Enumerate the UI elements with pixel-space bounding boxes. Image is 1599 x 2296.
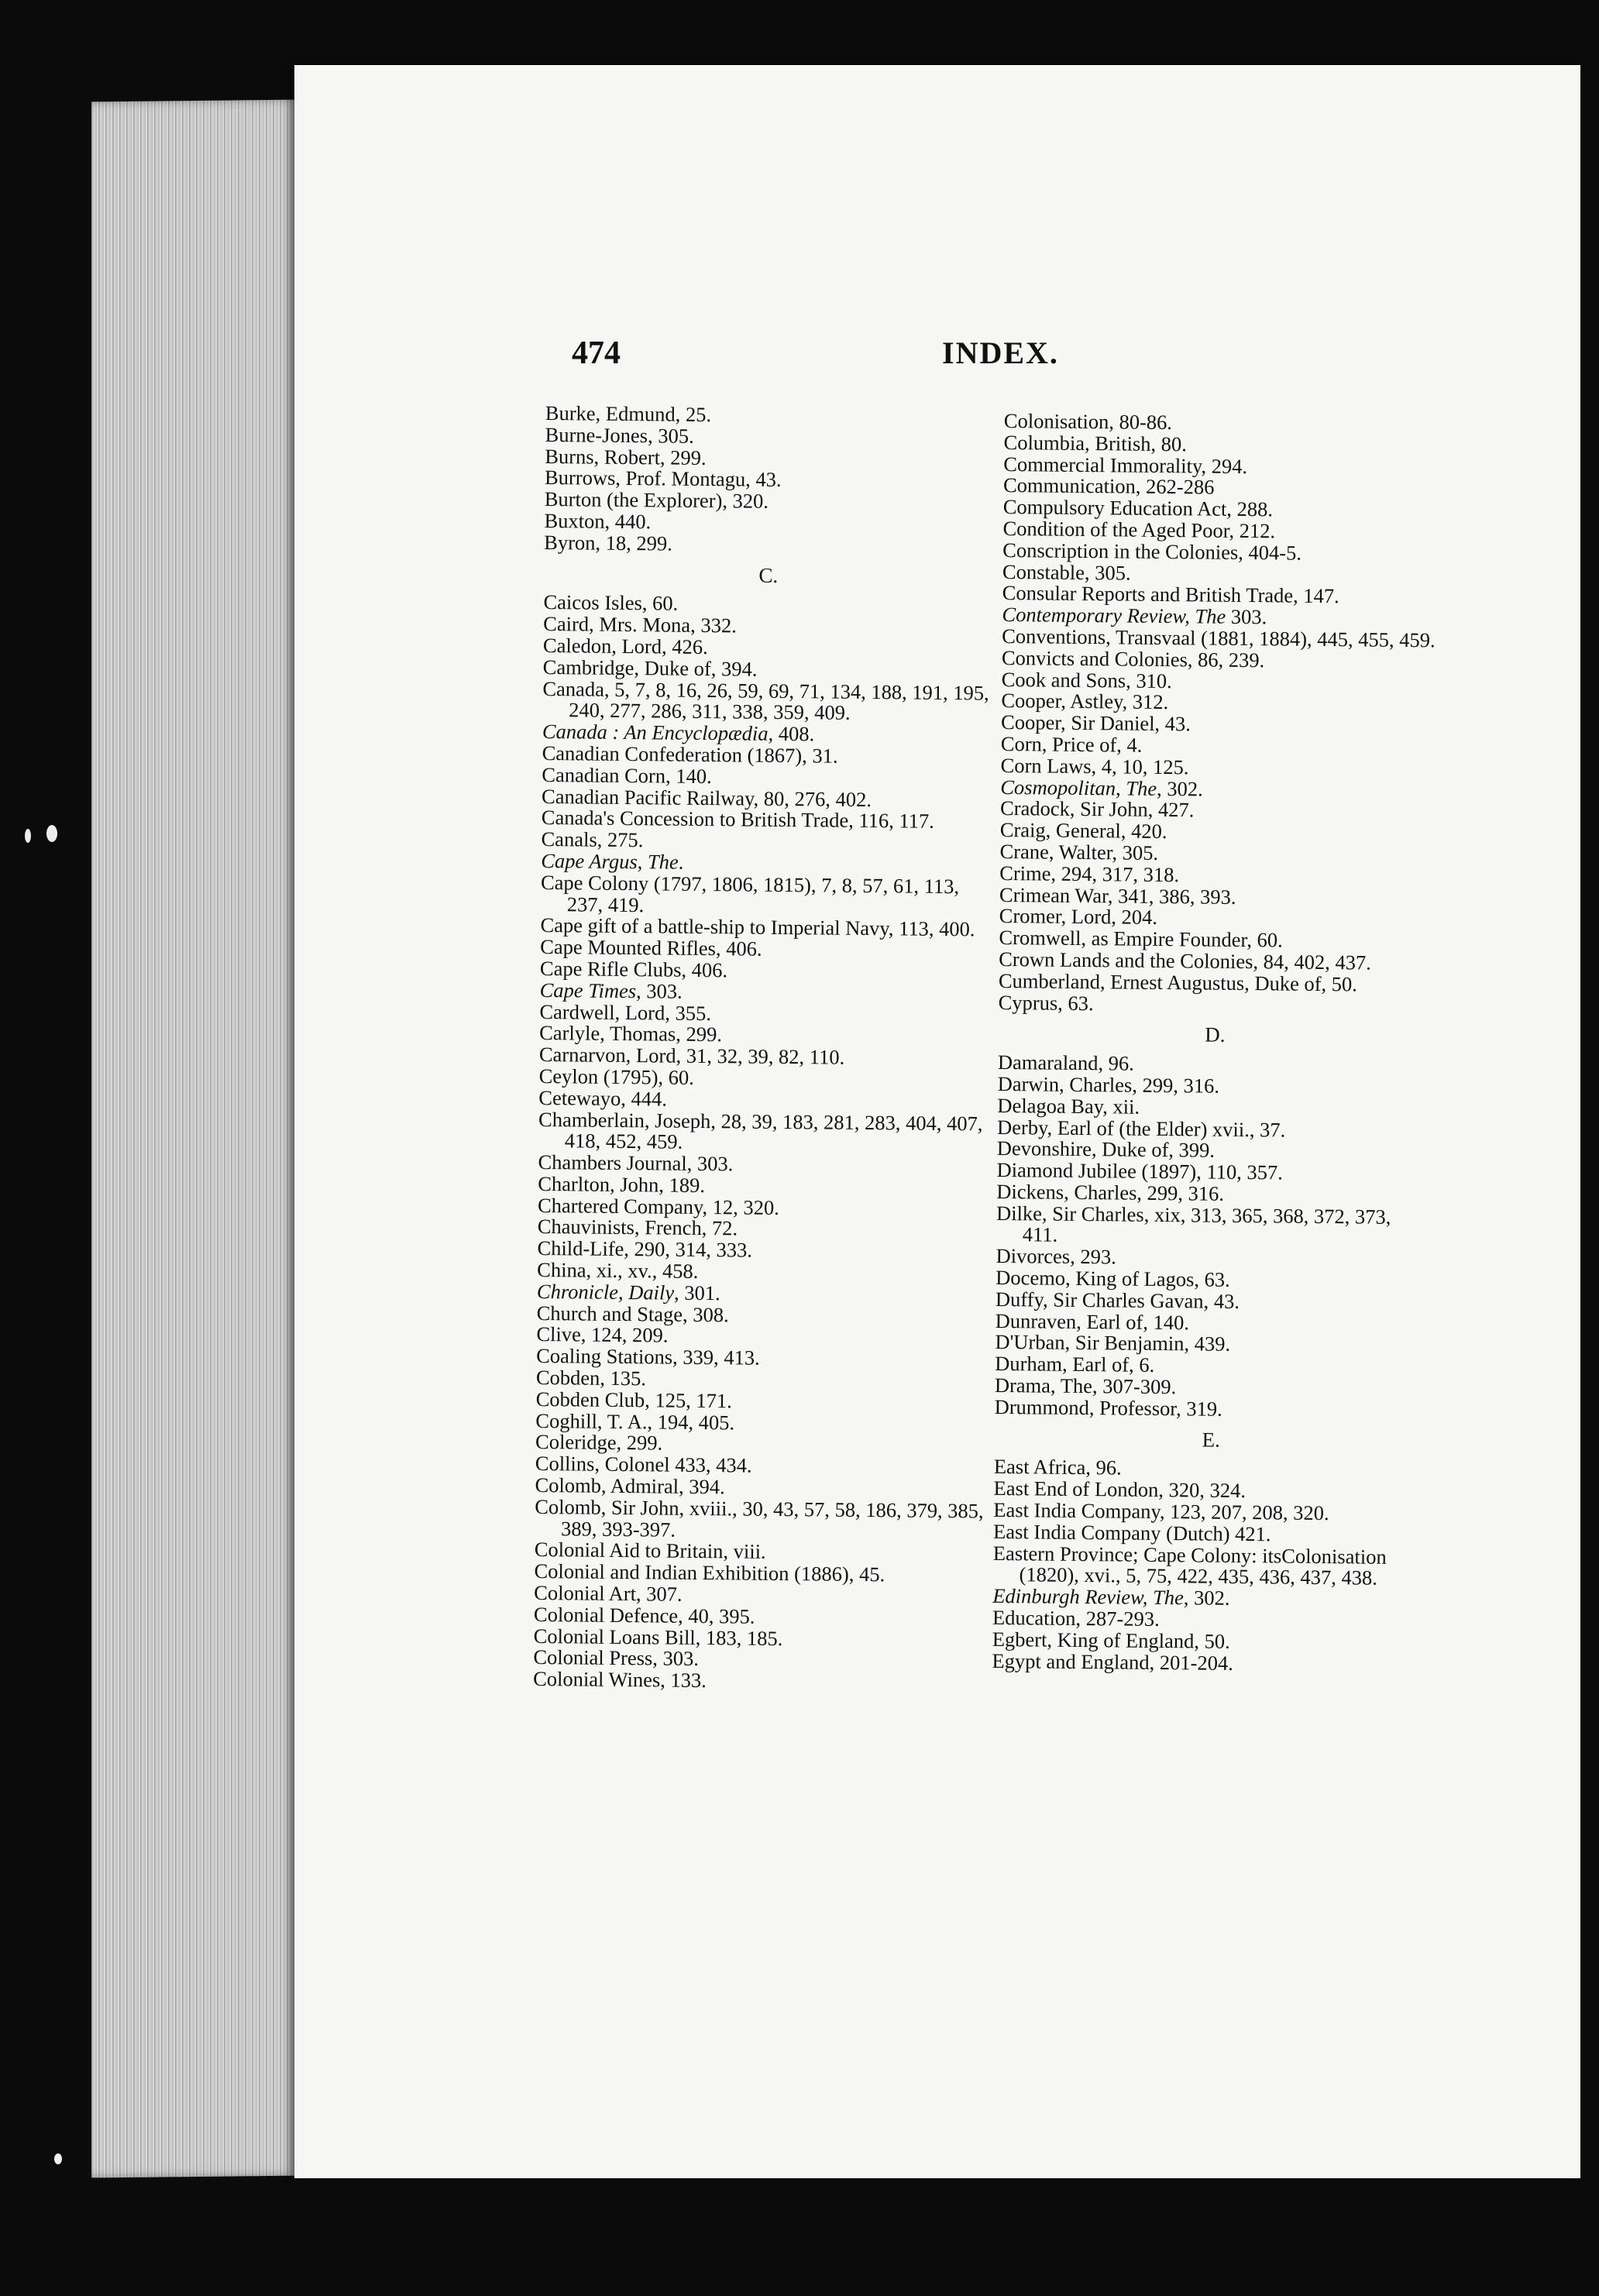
entry-text: Cook and Sons, 310.: [1001, 667, 1172, 693]
entry-text: Burns, Robert, 299.: [545, 444, 707, 469]
entry-text: Egbert, King of England, 50.: [992, 1627, 1230, 1653]
entry-text: Duffy, Sir Charles Gavan, 43.: [995, 1287, 1240, 1313]
entry-text: Cobden, 135.: [535, 1366, 647, 1390]
entry-text: Crown Lands and the Colonies, 84, 402, 437.: [999, 947, 1371, 974]
entry-text: D'Urban, Sir Benjamin, 439.: [995, 1330, 1231, 1356]
index-entry: [544, 532, 993, 558]
entry-text: Chambers Journal, 303.: [538, 1150, 734, 1176]
index-column-left: [533, 403, 995, 1695]
entry-text: Collins, Colonel 433, 434.: [535, 1452, 752, 1477]
entry-text: , 408.: [768, 721, 815, 746]
index-entry: [542, 676, 992, 726]
entry-text: Education, 287-293.: [992, 1605, 1160, 1631]
entry-italic-title: Contemporary Review, The: [1002, 603, 1226, 628]
index-entry: [538, 1108, 989, 1156]
entry-text: Canadian Pacific Railway, 80, 276, 402.: [541, 784, 872, 811]
entry-text: Church and Stage, 308.: [536, 1301, 729, 1326]
index-column-right: [992, 411, 1438, 1676]
entry-text: Byron, 18, 299.: [544, 530, 673, 555]
entry-text: Drama, The, 307-309.: [994, 1373, 1177, 1399]
entry-text: , 302.: [1156, 776, 1203, 801]
entry-text: Colonial Wines, 133.: [533, 1667, 707, 1693]
entry-text: East End of London, 320, 324.: [993, 1476, 1247, 1503]
entry-text: Cambridge, Duke of, 394.: [542, 655, 758, 681]
entry-text: Colomb, Admiral, 394.: [535, 1473, 725, 1499]
entry-text: Dickens, Charles, 299, 316.: [996, 1179, 1225, 1205]
entry-text: Durham, Earl of, 6.: [995, 1352, 1155, 1377]
entry-text: Corn, Price of, 4.: [1000, 731, 1143, 757]
index-entry: [999, 992, 1432, 1017]
entry-text: Chamberlain, Joseph, 28, 39, 183, 281, 283, 404, 407, 418, 452, 459.: [538, 1107, 983, 1154]
entry-text: Craig, General, 420.: [999, 818, 1167, 844]
entry-text: Commercial Immorality, 294.: [1003, 452, 1248, 478]
entry-text: Colonial Defence, 40, 395.: [533, 1602, 755, 1628]
entry-text: Conventions, Transvaal (1881, 1884), 445, 455, 459.: [1002, 624, 1436, 652]
entry-italic-title: Chronicle, Daily: [536, 1279, 675, 1304]
entry-italic-title: Edinburgh Review, The: [992, 1584, 1185, 1610]
entry-text: Cape Mounted Rifles, 406.: [540, 935, 762, 961]
entry-text: Colonial Loans Bill, 183, 185.: [533, 1624, 783, 1650]
entry-text: Cardwell, Lord, 355.: [539, 999, 712, 1025]
entry-text: East India Company (Dutch) 421.: [992, 1519, 1271, 1546]
entry-text: Clive, 124, 209.: [536, 1322, 669, 1348]
dust-speck: [25, 829, 31, 843]
entry-text: Dilke, Sir Charles, xix, 313, 365, 368, 372, 373, 411.: [996, 1201, 1391, 1247]
entry-text: Crimean War, 341, 386, 393.: [999, 882, 1236, 909]
entry-text: Carnarvon, Lord, 31, 32, 39, 82, 110.: [538, 1043, 845, 1069]
entry-text: Cyprus, 63.: [998, 990, 1094, 1015]
entry-italic-title: Cape Argus, The: [541, 848, 679, 874]
entry-text: Caird, Mrs. Mona, 332.: [543, 612, 737, 638]
entry-text: Columbia, British, 80.: [1003, 430, 1188, 456]
entry-text: Chartered Company, 12, 320.: [537, 1193, 780, 1219]
entry-text: Buxton, 440.: [544, 508, 652, 534]
entry-text: Child-Life, 290, 314, 333.: [537, 1236, 753, 1262]
entry-text: Carlyle, Thomas, 299.: [539, 1021, 723, 1047]
entry-text: Cradock, Sir John, 427.: [999, 796, 1195, 822]
entry-text: Docemo, King of Lagos, 63.: [996, 1266, 1230, 1291]
entry-text: Ceylon (1795), 60.: [538, 1064, 694, 1089]
entry-text: Derby, Earl of (the Elder) xvii., 37.: [996, 1115, 1286, 1142]
dust-speck: [54, 2153, 62, 2164]
entry-text: Cape gift of a battle-ship to Imperial Navy, 113, 400.: [540, 913, 975, 941]
entry-text: Coleridge, 299.: [535, 1430, 663, 1455]
index-entry: [996, 1203, 1431, 1250]
entry-text: , 303.: [635, 978, 683, 1003]
entry-text: Canada, 5, 7, 8, 16, 26, 59, 69, 71, 134, 188, 191, 195, 240, 277, 286, 311, 338, 359, 409.: [542, 676, 989, 725]
entry-text: Darwin, Charles, 299, 316.: [997, 1071, 1220, 1098]
entry-text: , 301.: [673, 1280, 720, 1305]
index-entry: [992, 1543, 1427, 1590]
running-head: INDEX.: [942, 335, 1059, 370]
entry-text: Burke, Edmund, 25.: [545, 401, 712, 427]
entry-text: Canals, 275.: [541, 827, 644, 852]
entry-text: Crime, 294, 317, 318.: [999, 861, 1180, 886]
entry-text: Canadian Corn, 140.: [542, 762, 712, 788]
entry-text: Coaling Stations, 339, 413.: [536, 1344, 760, 1370]
index-entry: [994, 1394, 1429, 1422]
entry-text: Devonshire, Duke of, 399.: [996, 1136, 1216, 1162]
entry-text: Cobden Club, 125, 171.: [535, 1387, 733, 1413]
index-entry: [535, 1494, 985, 1544]
entry-text: Charlton, John, 189.: [538, 1171, 706, 1197]
entry-text: Drummond, Professor, 319.: [994, 1394, 1222, 1421]
entry-text: Eastern Province; Cape Colony: itsColonisation (1820), xvi., 5, 75, 422, 435, 436, 437, 438.: [992, 1541, 1387, 1590]
entry-text: Colonial Aid to Britain, viii.: [534, 1538, 766, 1564]
index-entry: [541, 872, 991, 919]
book-fore-edge: [91, 100, 301, 2178]
entry-text: Colonisation, 80-86.: [1003, 409, 1173, 435]
entry-text: Crane, Walter, 305.: [999, 839, 1159, 864]
entry-text: Burrows, Prof. Montagu, 43.: [544, 466, 782, 492]
entry-text: Colonial and Indian Exhibition (1886), 45.: [534, 1559, 885, 1586]
entry-text: Constable, 305.: [1002, 559, 1131, 585]
entry-italic-title: Cosmopolitan, The: [1000, 775, 1157, 800]
page-header: [572, 335, 1424, 381]
entry-text: Cetewayo, 444.: [538, 1085, 668, 1111]
entry-text: Condition of the Aged Poor, 212.: [1002, 516, 1276, 543]
entry-text: Burton (the Explorer), 320.: [544, 487, 769, 513]
page-number: 474: [572, 335, 621, 371]
entry-text: East Africa, 96.: [993, 1455, 1122, 1480]
entry-text: Cape Colony (1797, 1806, 1815), 7, 8, 57, 61, 113, 237, 419.: [540, 870, 960, 916]
entry-text: Egypt and England, 201-204.: [992, 1648, 1233, 1675]
entry-text: Colonial Press, 303.: [533, 1645, 700, 1671]
entry-text: Communication, 262-286: [1002, 473, 1215, 499]
entry-text: Cape Rifle Clubs, 406.: [539, 956, 728, 982]
index-entry: [533, 1669, 982, 1694]
section-letter-heading: E.: [1202, 1428, 1221, 1452]
entry-text: Caledon, Lord, 426.: [542, 633, 708, 658]
entry-text: Burne-Jones, 305.: [545, 422, 694, 448]
entry-text: Cooper, Astley, 312.: [1001, 689, 1169, 714]
entry-text: .: [678, 850, 684, 874]
entry-text: Divorces, 293.: [996, 1244, 1116, 1269]
entry-italic-title: Cape Times: [539, 978, 637, 1002]
entry-text: East India Company, 123, 207, 208, 320.: [993, 1497, 1329, 1525]
index-entry: [992, 1648, 1425, 1676]
entry-text: Dunraven, Earl of, 140.: [995, 1308, 1190, 1335]
entry-text: Canadian Confederation (1867), 31.: [542, 741, 838, 768]
section-letter-heading: D.: [1205, 1023, 1226, 1047]
entry-text: Cromwell, as Empire Founder, 60.: [999, 926, 1283, 952]
dust-speck: [46, 825, 57, 842]
entry-text: Conscription in the Colonies, 404-5.: [1002, 538, 1302, 565]
entry-text: Canada's Concession to British Trade, 116, 117.: [541, 806, 935, 834]
section-letter-heading: C.: [758, 563, 779, 587]
entry-text: , 302.: [1183, 1586, 1230, 1610]
entry-text: Consular Reports and British Trade, 147.: [1002, 581, 1339, 608]
entry-text: Delagoa Bay, xii.: [997, 1093, 1140, 1119]
entry-text: Cromer, Lord, 204.: [999, 904, 1158, 930]
entry-text: Chauvinists, French, 72.: [537, 1215, 738, 1240]
entry-text: Colomb, Sir John, xviii., 30, 43, 57, 58, 186, 379, 385, 389, 393-397.: [535, 1494, 984, 1542]
entry-text: Convicts and Colonies, 86, 239.: [1001, 645, 1265, 672]
entry-text: 303.: [1226, 604, 1267, 629]
entry-text: Corn Laws, 4, 10, 125.: [1000, 753, 1189, 779]
entry-text: Cooper, Sir Daniel, 43.: [1000, 710, 1192, 736]
entry-text: Caicos Isles, 60.: [543, 590, 679, 616]
entry-text: Colonial Art, 307.: [534, 1580, 683, 1606]
entry-text: Compulsory Education Act, 288.: [1002, 495, 1274, 521]
entry-text: China, xi., xv., 458.: [537, 1258, 699, 1284]
entry-text: Damaraland, 96.: [997, 1050, 1134, 1075]
entry-italic-title: Canada : An Encyclopædia: [542, 720, 769, 745]
entry-text: Diamond Jubilee (1897), 110, 357.: [996, 1158, 1283, 1184]
entry-text: Cumberland, Ernest Augustus, Duke of, 50.: [998, 968, 1358, 996]
entry-text: Coghill, T. A., 194, 405.: [535, 1408, 735, 1435]
